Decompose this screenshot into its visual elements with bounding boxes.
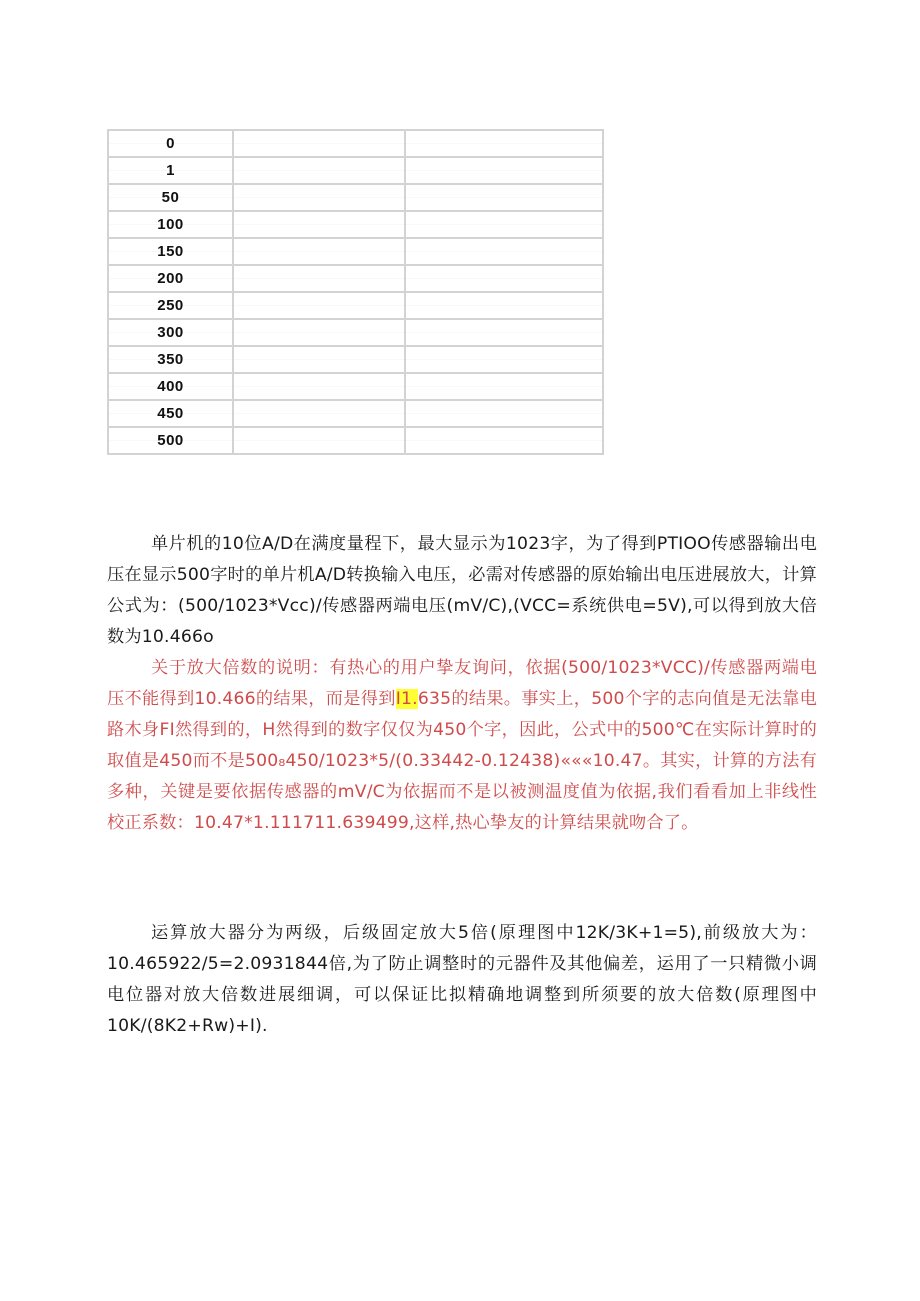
- empty-cell: [233, 400, 405, 427]
- empty-cell: [233, 157, 405, 184]
- empty-cell: [405, 400, 603, 427]
- paragraph-gain-note: [107, 653, 817, 839]
- empty-cell: [405, 373, 603, 400]
- empty-cell: [405, 319, 603, 346]
- empty-cell: [233, 130, 405, 157]
- highlighted-text: I1.: [395, 689, 418, 709]
- empty-cell: [233, 346, 405, 373]
- empty-cell: [233, 292, 405, 319]
- table-row: [108, 184, 603, 211]
- empty-cell: [233, 211, 405, 238]
- temp-cell: 350: [108, 346, 233, 373]
- gain-note-text-end: 635的结果。事实上，500个字的志向值是无法靠电路木身FI然得到的，H然得到的数字仅仅为450个字，因此，公式中的500℃在实际计算时的取值是450而不是500₈450/1023*5/(0.33442-0.12438)«««10.47。其实，计算的方法有多种，关键是要依据传感器的mV/C为依据而不是以被测温度值为依据,我们看看加上非线性校正系数：10.47*1.111711.639499,这样,热心挚友的计算结果就吻合了。: [107, 689, 817, 833]
- empty-cell: [405, 130, 603, 157]
- table-row: [108, 211, 603, 238]
- temp-cell: 0: [108, 130, 233, 157]
- table-row: [108, 427, 603, 454]
- temp-cell: 100: [108, 211, 233, 238]
- empty-cell: [405, 211, 603, 238]
- empty-cell: [233, 427, 405, 454]
- temp-cell: 450: [108, 400, 233, 427]
- table-row: [108, 265, 603, 292]
- empty-cell: [233, 319, 405, 346]
- table-row: [108, 130, 603, 157]
- table-row: [108, 319, 603, 346]
- empty-cell: [405, 184, 603, 211]
- empty-cell: [233, 373, 405, 400]
- temp-cell: 200: [108, 265, 233, 292]
- table-row: [108, 157, 603, 184]
- table-row: [108, 292, 603, 319]
- table-row: [108, 373, 603, 400]
- empty-cell: [405, 238, 603, 265]
- temp-cell: 150: [108, 238, 233, 265]
- temp-cell: 50: [108, 184, 233, 211]
- empty-cell: [233, 265, 405, 292]
- temp-cell: 500: [108, 427, 233, 454]
- empty-cell: [405, 427, 603, 454]
- table-row: [108, 400, 603, 427]
- temp-cell: 300: [108, 319, 233, 346]
- empty-cell: [233, 238, 405, 265]
- empty-cell: [405, 292, 603, 319]
- temperature-table: [107, 129, 604, 455]
- empty-cell: [405, 265, 603, 292]
- empty-cell: [405, 157, 603, 184]
- empty-cell: [405, 346, 603, 373]
- empty-cell: [233, 184, 405, 211]
- paragraph-ad-conversion: 单片机的10位A/D在满度量程下，最大显示为1023字，为了得到PTIOO传感器输出电压在显示500字时的单片机A/D转换输入电压，必需对传感器的原始输出电压进展放大，计算公式为：(500/1023*Vcc)/传感器两端电压(mV∕C),(VCC=系统供电=5V),可以得到放大倍数为10.466o: [107, 534, 817, 647]
- table-row: [108, 346, 603, 373]
- table-row: [108, 238, 603, 265]
- temp-cell: 1: [108, 157, 233, 184]
- gain-note-text-start: 关于放大倍数的说明：有热心的用户挚友询问，依据(500/1023*VCC)/传感器两端电压不能得到10.466的结果，而是得到: [107, 658, 817, 709]
- temp-cell: 400: [108, 373, 233, 400]
- paragraph-op-amp-stages: 运算放大器分为两级，后级固定放大5倍(原理图中12K∕3K+1=5),前级放大为：10.465922/5=2.0931844倍,为了防止调整时的元器件及其他偏差，运用了一只精微小调电位器对放大倍数进展细调，可以保证比拟精确地调整到所须要的放大倍数(原理图中10K∕(8K2+Rw)+I).: [107, 923, 817, 1036]
- temp-cell: 250: [108, 292, 233, 319]
